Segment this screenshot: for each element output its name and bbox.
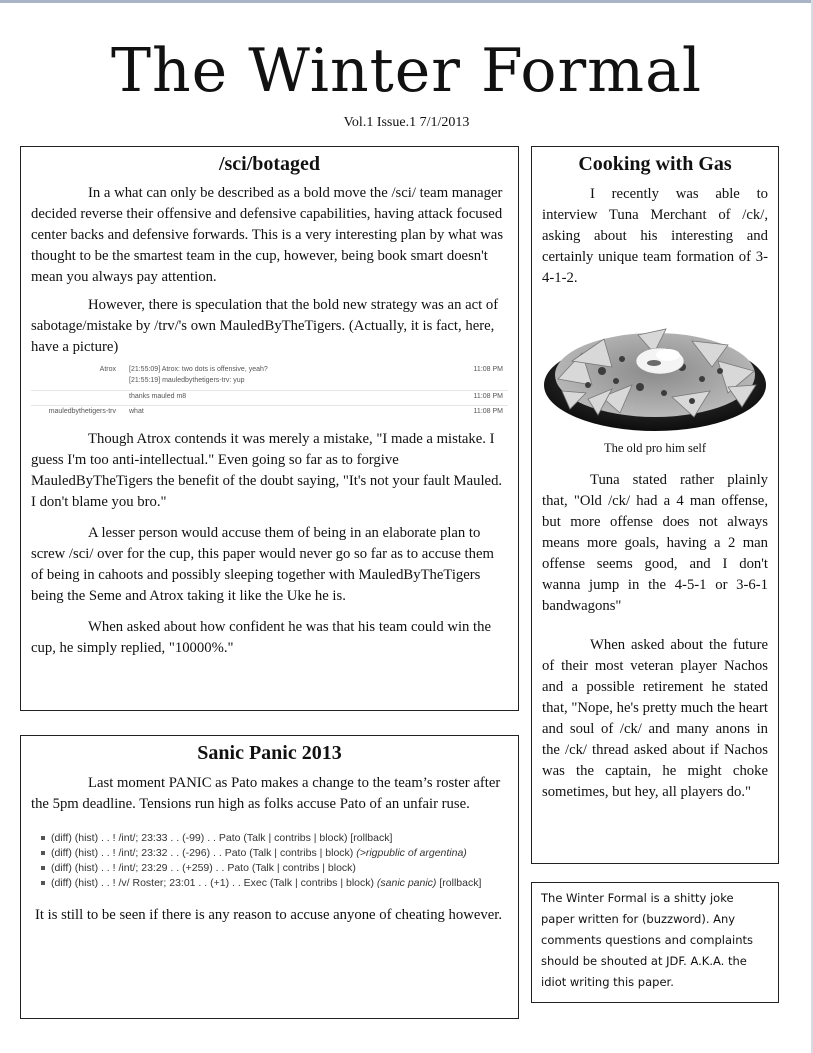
bullet-icon	[41, 881, 45, 885]
article-paragraph: When asked about the future of their most veteran player Nachos and a possible retirement he stated that, "Nope, he's pretty much the heart and soul of /ck/ and many anons in the /ck/ thread asked about if Nachos was the captain, he might choke sometimes, but hey, all players do."	[542, 637, 768, 800]
history-summary: (>rigpublic of argentina)	[356, 847, 467, 859]
chat-screenshot	[31, 364, 508, 417]
history-row	[31, 831, 508, 846]
chat-timestamp: 11:08 PM	[473, 366, 503, 373]
history-row	[31, 846, 508, 861]
article-paragraph: I recently was able to interview Tuna Merchant of /ck/, asking about his interesting and certainly unique team formation of 3-4-1-2.	[542, 186, 768, 286]
chat-row	[31, 364, 508, 375]
article-heading: Cooking with Gas	[578, 153, 732, 175]
chat-username: Atrox	[99, 366, 116, 373]
disclaimer-text: The Winter Formal is a shitty joke paper written for (buzzword). Any comments questions and complaints should be shouted at JDF. A.K.A. the idiot writing this paper.	[541, 891, 753, 989]
history-suffix: [rollback]	[436, 877, 482, 889]
nachos-photo	[542, 301, 768, 433]
history-row	[31, 876, 508, 891]
history-summary: (sanic panic)	[376, 877, 437, 889]
chat-row	[31, 405, 508, 417]
bullet-icon	[41, 836, 45, 840]
edit-history-screenshot	[31, 831, 508, 891]
photo-caption: The old pro him self	[603, 441, 707, 455]
chat-timestamp: 11:08 PM	[473, 408, 503, 415]
window-top-border	[0, 0, 813, 3]
article-paragraph: Last moment PANIC as Pato makes a change to the team’s roster after the 5pm deadline. Tensions run high as folks accuse Pato of an unfair ruse.	[31, 775, 501, 812]
chat-message: [21:55:19] mauledbythetigers-trv: yup	[129, 377, 245, 384]
article-sci-botaged	[20, 146, 519, 711]
chat-message: thanks mauled m8	[129, 393, 187, 400]
article-paragraph: When asked about how confident he was that his team could win the cup, he simply replied, "10000%."	[31, 619, 491, 656]
disclaimer-box	[531, 882, 779, 1003]
article-paragraph: Though Atrox contends it was merely a mistake, "I made a mistake. I guess I'm too anti-intellectual." Even going so far as to forgive MauledByTheTigers the benefit of the doubt saying, "It's not your fault Mauled. I don't blame you bro."	[31, 431, 503, 510]
history-row	[31, 861, 508, 876]
article-cooking-with-gas	[531, 146, 779, 864]
history-text: (diff) (hist) . . ! /v/ Roster; 23:01 . . (+1) . . Exec (Talk | contribs | block)	[51, 877, 377, 889]
bullet-icon	[41, 851, 45, 855]
chat-row	[31, 390, 508, 402]
article-paragraph: A lesser person would accuse them of being in an elaborate plan to screw /sci/ over for the cup, this paper would never go so far as to accuse them of being in cahoots and possibly sleeping together with MauledByTheTigers being the Seme and Atrox taking it like the Uke he is.	[31, 525, 494, 604]
chat-message: what	[129, 408, 144, 415]
article-paragraph: Tuna stated rather plainly that, "Old /ck/ had a 4 man offense, but more offense does not always means more goals, having a 2 man offense seems good, and I don't wanna jump in the 4-5-1 or 3-6-1 bandwagons"	[542, 472, 768, 614]
article-heading: /sci/botaged	[218, 153, 321, 175]
newspaper-title: The Winter Formal	[110, 36, 703, 106]
chat-timestamp: 11:08 PM	[473, 393, 503, 400]
chat-message: [21:55:09] Atrox: two dots is offensive, yeah?	[129, 366, 268, 373]
article-paragraph: In a what can only be described as a bold move the /sci/ team manager decided reverse their offensive and defensive capabilities, having attack focused center backs and defensive forwards. This is a very interesting plan by what was thought to be the smartest team in the cup, however, being book smart doesn't mean you always pay attention.	[31, 185, 504, 285]
article-sanic-panic	[20, 735, 519, 1019]
history-text: (diff) (hist) . . ! /int/; 23:29 . . (+259) . . Pato (Talk | contribs | block)	[51, 862, 356, 874]
article-paragraph: It is still to be seen if there is any reason to accuse anyone of cheating however.	[35, 907, 502, 923]
chat-username: mauledbythetigers-trv	[48, 408, 116, 415]
history-text: (diff) (hist) . . ! /int/; 23:33 . . (-99) . . Pato (Talk | contribs | block) [rollback]	[51, 832, 393, 844]
article-paragraph: However, there is speculation that the bold new strategy was an act of sabotage/mistake by /trv/'s own MauledByTheTigers. (Actually, it is fact, here, have a picture)	[31, 297, 499, 355]
history-text: (diff) (hist) . . ! /int/; 23:32 . . (-296) . . Pato (Talk | contribs | block)	[51, 847, 357, 859]
article-heading: Sanic Panic 2013	[197, 742, 342, 764]
bullet-icon	[41, 866, 45, 870]
issue-line: Vol.1 Issue.1 7/1/2013	[343, 115, 470, 130]
chat-row	[31, 375, 508, 386]
